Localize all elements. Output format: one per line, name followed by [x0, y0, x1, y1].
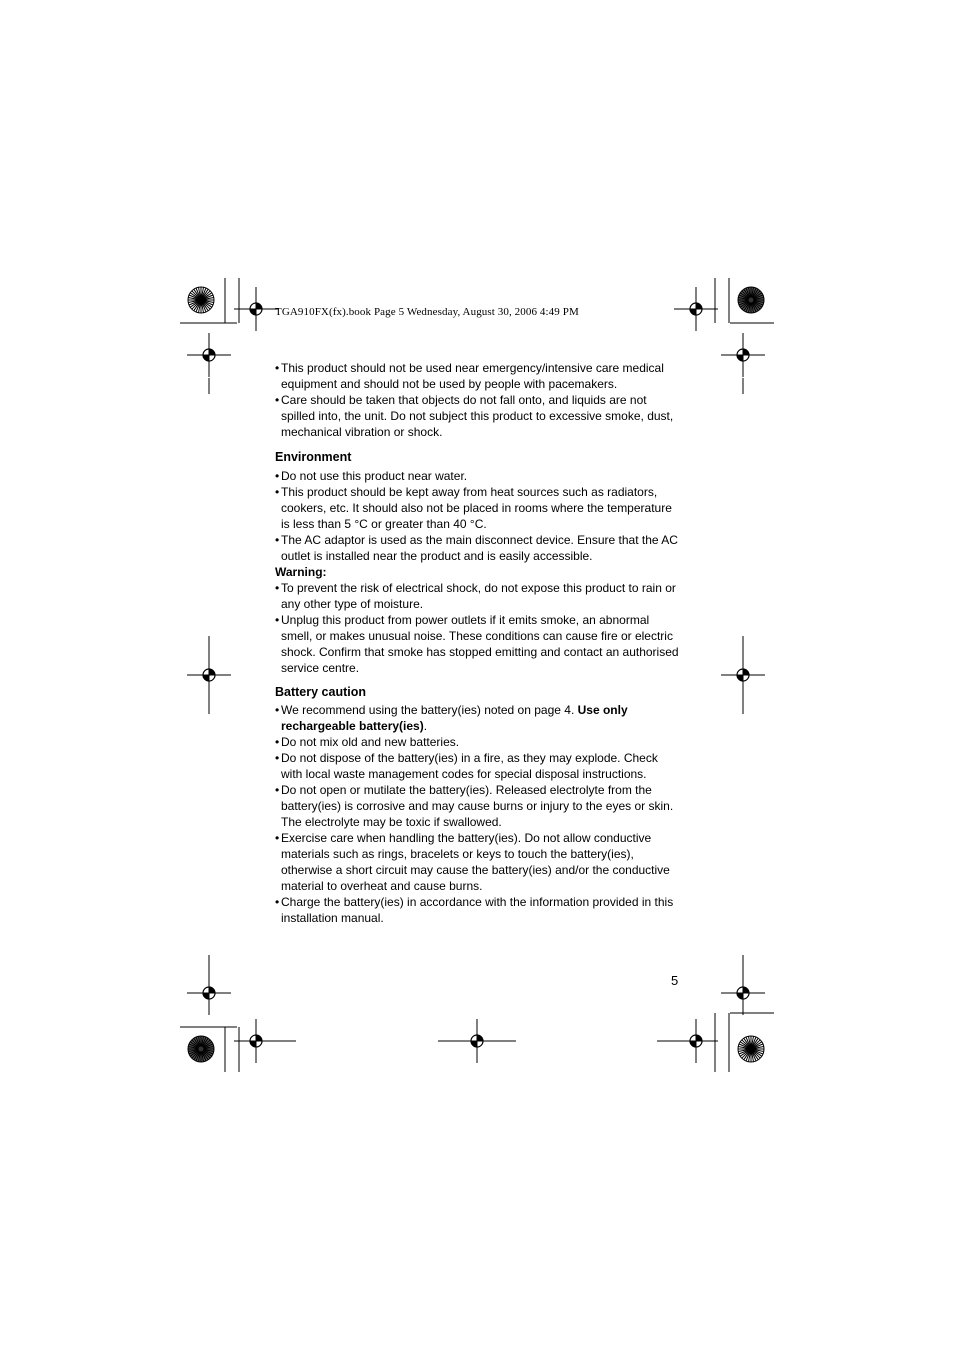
- page-number: 5: [671, 973, 679, 988]
- list-item: • Do not open or mutilate the battery(ies). Released electrolyte from the battery(ies) is corrosive and may cause burns or injury to the eyes or skin. The electrolyte may be toxic if swallowed.: [275, 782, 680, 830]
- battery-first-text: We recommend using the battery(ies) noted on page 4.: [281, 703, 578, 717]
- list-item: [275, 702, 680, 734]
- list-item: • Exercise care when handling the battery(ies). Do not allow conductive materials such as rings, bracelets or keys to touch the battery(ies), otherwise a short circuit may cause the battery(ies) and/or the conductive material to overheat and cause burns.: [275, 830, 680, 894]
- book-header: TGA910FX(fx).book Page 5 Wednesday, August 30, 2006 4:49 PM: [275, 306, 579, 318]
- battery-heading: Battery caution: [275, 685, 366, 699]
- list-item: • This product should be kept away from heat sources such as radiators, cookers, etc. It should also not be placed in rooms where the temperature is less than 5 °C or greater than 40 °C.: [275, 484, 680, 532]
- intro-list: [275, 360, 680, 440]
- list-item: • This product should not be used near emergency/intensive care medical equipment and should not be used by people with pacemakers.: [275, 360, 680, 392]
- list-item: • Do not mix old and new batteries.: [275, 734, 680, 750]
- list-item: • Charge the battery(ies) in accordance with the information provided in this installation manual.: [275, 894, 680, 926]
- warning-heading: Warning:: [275, 565, 327, 579]
- list-item: • Care should be taken that objects do not fall onto, and liquids are not spilled into, the unit. Do not subject this product to excessive smoke, dust, mechanical vibration or shock.: [275, 392, 680, 440]
- list-item: • Unplug this product from power outlets if it emits smoke, an abnormal smell, or makes unusual noise. These conditions can cause fire or electric shock. Confirm that smoke has stopped emitting and contact an authorised service centre.: [275, 612, 680, 676]
- environment-heading: Environment: [275, 450, 352, 464]
- page-content: [275, 360, 680, 926]
- battery-first-bold: Use only rechargeable battery(ies): [281, 703, 628, 733]
- list-item: • The AC adaptor is used as the main disconnect device. Ensure that the AC outlet is installed near the product and is easily accessible.: [275, 532, 680, 564]
- list-item: • To prevent the risk of electrical shock, do not expose this product to rain or any other type of moisture.: [275, 580, 680, 612]
- environment-list: [275, 468, 680, 564]
- list-item: • Do not use this product near water.: [275, 468, 680, 484]
- battery-first-end: .: [423, 719, 428, 733]
- list-item: • Do not dispose of the battery(ies) in a fire, as they may explode. Check with local waste management codes for special disposal instructions.: [275, 750, 680, 782]
- warning-list: [275, 580, 680, 676]
- battery-list: [275, 702, 680, 926]
